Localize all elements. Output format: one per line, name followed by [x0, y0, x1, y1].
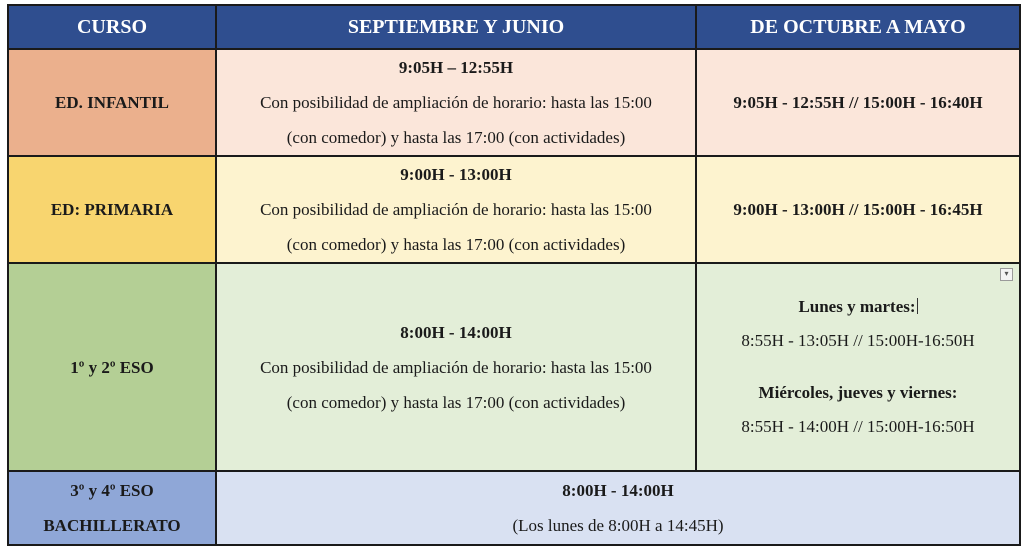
eso-oct-title-2: Miércoles, jueves y viernes:: [758, 383, 958, 402]
infantil-sept-note-2: (con comedor) y hasta las 17:00 (con actividades): [286, 128, 626, 147]
eso-sept-note-2: (con comedor) y hasta las 17:00 (con actividades): [286, 392, 626, 412]
primaria-sept-note-1: Con posibilidad de ampliación de horario: hasta las 15:00: [260, 200, 652, 219]
primaria-sept-cell: [216, 156, 696, 263]
bach-note: (Los lunes de 8:00H a 14:45H): [512, 516, 724, 535]
bach-hours-cell: [216, 471, 1020, 545]
eso-sept-hours: 8:00H - 14:00H: [400, 322, 512, 342]
label-eso-3-4: 3º y 4º ESO: [70, 481, 154, 500]
spacer: [703, 358, 1013, 376]
label-bachillerato-cell: [8, 471, 216, 545]
eso-sept-note-1: Con posibilidad de ampliación de horario: hasta las 15:00: [260, 357, 652, 377]
text-cursor-icon: [917, 298, 918, 314]
row-eso-1-2: [8, 263, 1020, 471]
infantil-sept-hours: 9:05H – 12:55H: [398, 58, 514, 77]
eso-oct-title-1: Lunes y martes:: [798, 297, 916, 316]
row-bachillerato: [8, 471, 1020, 545]
header-curso: CURSO: [8, 5, 216, 49]
dropdown-arrow-icon[interactable]: ▾: [1000, 268, 1013, 281]
primaria-sept-note-2: (con comedor) y hasta las 17:00 (con actividades): [286, 235, 626, 254]
infantil-oct-hours: 9:05H - 12:55H // 15:00H - 16:40H: [696, 49, 1020, 156]
header-octubre-mayo: DE OCTUBRE A MAYO: [696, 5, 1020, 49]
primaria-oct-hours: 9:00H - 13:00H // 15:00H - 16:45H: [696, 156, 1020, 263]
row-primaria: [8, 156, 1020, 263]
label-infantil: ED. INFANTIL: [8, 49, 216, 156]
infantil-sept-cell: [216, 49, 696, 156]
eso-sept-cell: [216, 263, 696, 471]
row-infantil: [8, 49, 1020, 156]
label-primaria: ED: PRIMARIA: [8, 156, 216, 263]
header-row: [8, 5, 1020, 49]
infantil-sept-note-1: Con posibilidad de ampliación de horario: hasta las 15:00: [260, 93, 652, 112]
eso-oct-cell[interactable]: [696, 263, 1020, 471]
header-septiembre-junio: SEPTIEMBRE Y JUNIO: [216, 5, 696, 49]
bach-hours: 8:00H - 14:00H: [562, 481, 674, 500]
schedule-table: [7, 4, 1021, 546]
label-eso-1-2: 1º y 2º ESO: [8, 263, 216, 471]
eso-oct-hours-2: 8:55H - 14:00H // 15:00H-16:50H: [741, 417, 975, 436]
eso-oct-hours-1: 8:55H - 13:05H // 15:00H-16:50H: [741, 331, 975, 350]
primaria-sept-hours: 9:00H - 13:00H: [400, 165, 512, 184]
label-bachillerato: BACHILLERATO: [43, 516, 181, 535]
